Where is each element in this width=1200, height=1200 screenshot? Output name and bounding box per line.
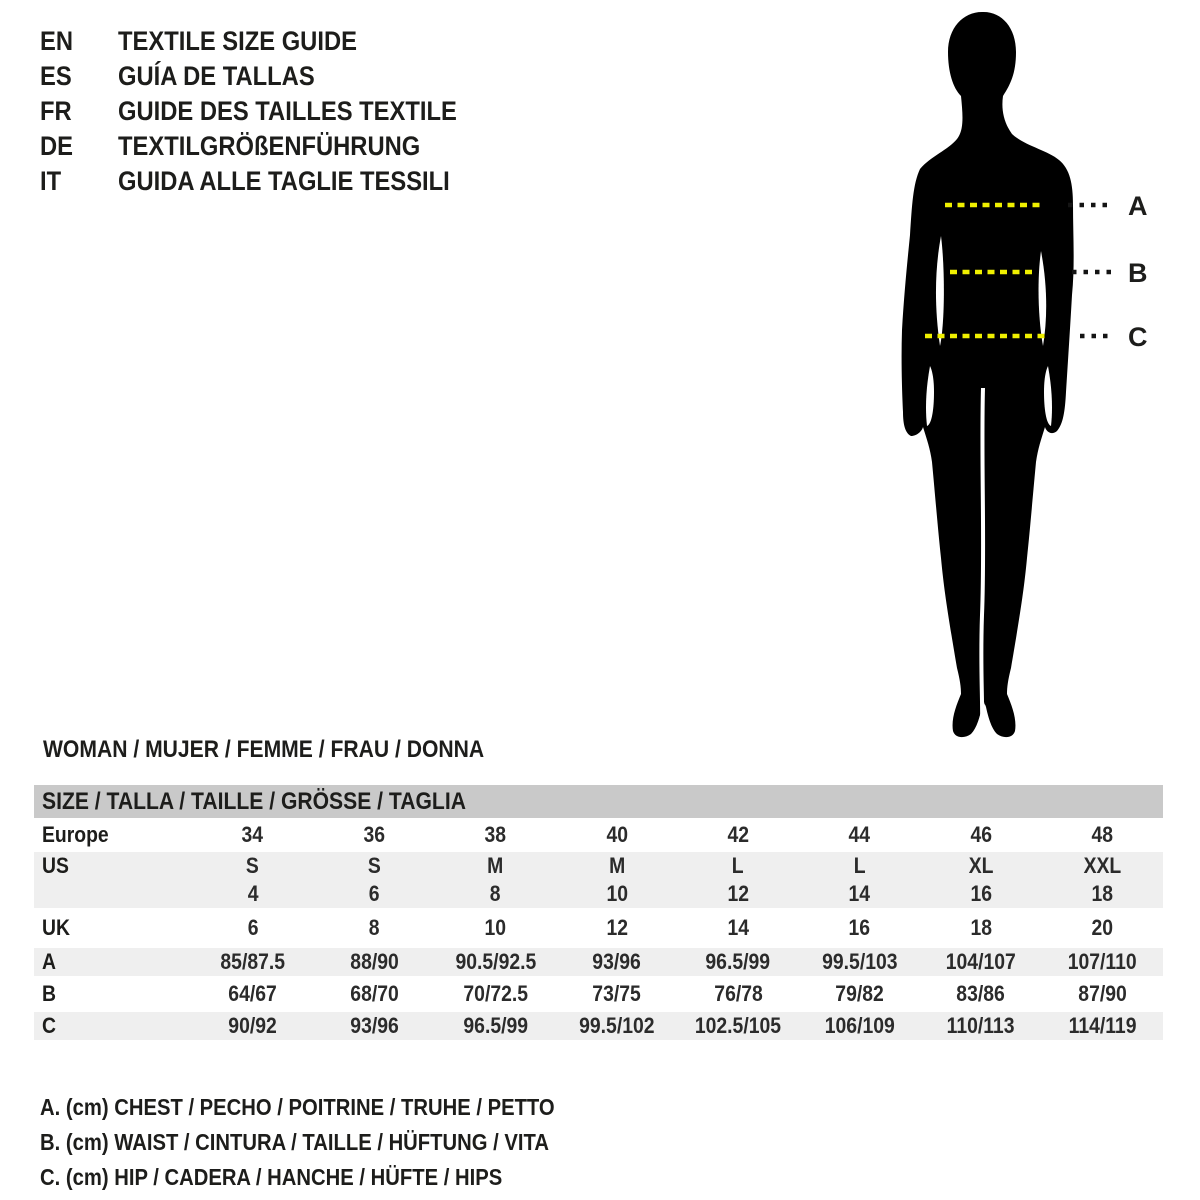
size-table-cell: [313, 818, 434, 852]
size-table-cell: [192, 908, 313, 948]
size-table-cell-text: 40: [606, 822, 628, 847]
size-table-row-label: [34, 880, 192, 908]
size-table-row-label: [34, 908, 192, 948]
size-table-header: [34, 785, 1163, 818]
language-code-wrap: [40, 96, 118, 127]
size-table-cell: [920, 852, 1041, 880]
language-label-wrap: [118, 166, 495, 197]
size-table-cell: [435, 852, 556, 880]
language-label: GUÍA DE TALLAS: [118, 61, 315, 91]
size-table-cell-text: 107/110: [1067, 949, 1137, 974]
size-table-cell-text: 68/70: [349, 981, 399, 1006]
size-table-cell-text: 83/86: [956, 981, 1006, 1006]
language-label: TEXTILGRÖßENFÜHRUNG: [118, 131, 421, 161]
size-table-cell-text: 64/67: [228, 981, 277, 1006]
size-table-cell-text: S: [367, 853, 381, 878]
size-table-cell-text: 76/78: [713, 981, 763, 1006]
size-table-cell-text: 70/72.5: [463, 981, 528, 1006]
size-table-cell-text: M: [608, 853, 625, 878]
legend-row-text: B. (cm) WAIST / CINTURA / TAILLE / HÜFTUNG / VITA: [40, 1129, 549, 1155]
size-table-cell-text: 99.5/102: [579, 1013, 655, 1038]
size-table-cell: [799, 908, 920, 948]
size-table-cell-text: L: [732, 853, 745, 878]
size-table-cell: [920, 948, 1041, 976]
legend-row-text: A. (cm) CHEST / PECHO / POITRINE / TRUHE / PETTO: [40, 1094, 555, 1120]
size-table-cell: [1042, 852, 1163, 880]
size-table-cell: [678, 880, 799, 908]
gender-heading-text: WOMAN / MUJER / FEMME / FRAU / DONNA: [43, 736, 485, 763]
size-table-cell-text: 46: [970, 822, 992, 847]
size-table-cell: [1042, 880, 1163, 908]
size-table-cell-text: 93/96: [349, 1013, 399, 1038]
language-label-wrap: [118, 131, 462, 162]
size-table-cell-text: 6: [247, 915, 259, 940]
size-table-header-text: SIZE / TALLA / TAILLE / GRÖSSE / TAGLIA: [42, 787, 466, 815]
size-table-cell: [678, 948, 799, 976]
chest-marker-label: A: [1128, 191, 1148, 221]
woman-figure-diagram: [860, 0, 1200, 760]
language-code-wrap: [40, 131, 118, 162]
size-table-cell-text: 12: [727, 881, 749, 906]
size-table-cell: [678, 908, 799, 948]
size-table-cell: [799, 1012, 920, 1040]
size-table-cell: [192, 976, 313, 1012]
size-table-cell: [192, 880, 313, 908]
size-table-cell-text: 79/82: [835, 981, 884, 1006]
size-table-cell: [678, 976, 799, 1012]
size-table-cell-text: M: [487, 853, 504, 878]
size-table-cell-text: 20: [1091, 915, 1114, 940]
measurement-legend: [40, 1090, 625, 1195]
waist-marker-label: B: [1128, 258, 1148, 288]
size-table-cell: [678, 818, 799, 852]
size-table-cell: [1042, 1012, 1163, 1040]
size-table-cell: [799, 818, 920, 852]
size-table-cell: [556, 948, 677, 976]
size-table-cell-text: 99.5/103: [821, 949, 898, 974]
size-table-cell-text: 14: [848, 881, 871, 906]
size-table-cell-text: 16: [848, 915, 871, 940]
size-table-cell: [313, 948, 434, 976]
size-table-row-label-text: Europe: [42, 822, 109, 847]
size-table-cell: [1042, 908, 1163, 948]
size-table-cell-text: 38: [484, 822, 507, 847]
size-table-cell: [192, 852, 313, 880]
size-table-cell-text: 6: [368, 881, 380, 906]
legend-row: [40, 1125, 625, 1160]
size-table-cell: [192, 818, 313, 852]
size-table-cell: [192, 1012, 313, 1040]
size-table-cell-text: 4: [247, 881, 259, 906]
language-title-list: [40, 24, 503, 199]
size-table-cell-text: XL: [968, 853, 994, 878]
size-table-cell-text: S: [246, 853, 260, 878]
language-code: IT: [40, 166, 62, 196]
size-table-cell-text: 96.5/99: [463, 1013, 528, 1038]
size-table-row-label: [34, 818, 192, 852]
size-table-cell: [920, 1012, 1041, 1040]
size-table-row-label: [34, 948, 192, 976]
size-table-cell: [192, 948, 313, 976]
size-table-cell: [920, 818, 1041, 852]
size-table-cell: [435, 948, 556, 976]
size-table-cell-text: 104/107: [945, 949, 1016, 974]
size-table-cell-text: 87/90: [1078, 981, 1127, 1006]
size-table-row-label-text: B: [42, 981, 56, 1006]
size-table-cell-text: 48: [1091, 822, 1114, 847]
size-table-cell-text: 8: [368, 915, 380, 940]
size-table-cell-text: 106/109: [824, 1013, 895, 1038]
size-table-cell: [920, 976, 1041, 1012]
language-label: GUIDE DES TAILLES TEXTILE: [118, 96, 457, 126]
size-table-cell-text: 10: [484, 915, 507, 940]
language-title-row: [40, 59, 503, 94]
size-table-cell: [799, 976, 920, 1012]
size-table-row-label: [34, 1012, 192, 1040]
size-table-cell-text: 73/75: [592, 981, 642, 1006]
size-table-row-label-text: UK: [42, 915, 70, 940]
size-table-cell-text: 14: [727, 915, 749, 940]
size-table-cell: [556, 976, 677, 1012]
size-table-row-label-text: A: [42, 949, 56, 974]
size-table-cell-text: 18: [970, 915, 992, 940]
size-table-cell: [1042, 948, 1163, 976]
size-table-cell-text: 10: [606, 881, 628, 906]
size-table-cell: [799, 948, 920, 976]
legend-row: [40, 1160, 625, 1195]
size-table-cell: [556, 1012, 677, 1040]
language-label: GUIDA ALLE TAGLIE TESSILI: [118, 166, 450, 196]
size-table-cell: [313, 880, 434, 908]
size-table-cell: [1042, 976, 1163, 1012]
language-code: EN: [40, 26, 74, 56]
size-table-cell-text: 114/119: [1068, 1013, 1137, 1038]
size-table-cell: [799, 880, 920, 908]
size-table-cell: [435, 908, 556, 948]
language-title-row: [40, 129, 503, 164]
legend-row: [40, 1090, 625, 1125]
size-table-cell-text: 8: [490, 881, 501, 906]
size-table-cell-text: 90/92: [228, 1013, 277, 1038]
size-table-cell-text: 85/87.5: [220, 949, 285, 974]
language-label: TEXTILE SIZE GUIDE: [118, 26, 357, 56]
size-table-cell: [313, 1012, 434, 1040]
size-table-cell: [435, 818, 556, 852]
size-table-cell: [435, 1012, 556, 1040]
size-table-cell: [435, 880, 556, 908]
size-table-cell-text: 42: [727, 822, 749, 847]
language-label-wrap: [118, 61, 342, 92]
size-table-cell-text: 90.5/92.5: [455, 949, 536, 974]
size-table-cell-text: 16: [970, 881, 992, 906]
language-code: FR: [40, 96, 72, 126]
size-table-cell-text: 110/113: [947, 1013, 1015, 1038]
size-table-row-label-text: US: [42, 853, 69, 878]
size-table-cell: [556, 908, 677, 948]
hip-marker-label: C: [1128, 322, 1148, 352]
language-title-row: [40, 24, 503, 59]
size-table-cell-text: 18: [1091, 881, 1114, 906]
language-code: ES: [40, 61, 72, 91]
size-table-cell-text: 88/90: [349, 949, 399, 974]
language-code-wrap: [40, 26, 118, 57]
size-table: [34, 785, 1163, 1040]
size-table-cell-text: 96.5/99: [705, 949, 771, 974]
size-table-cell: [313, 908, 434, 948]
language-code: DE: [40, 131, 74, 161]
gender-heading: [43, 736, 544, 764]
language-title-row: [40, 94, 503, 129]
language-code-wrap: [40, 166, 118, 197]
size-table-row-label: [34, 852, 192, 880]
language-label-wrap: [118, 96, 503, 127]
size-table-row-label: [34, 976, 192, 1012]
size-table-cell: [1042, 818, 1163, 852]
size-table-cell-text: 12: [606, 915, 628, 940]
size-table-cell: [920, 880, 1041, 908]
size-table-cell: [678, 1012, 799, 1040]
language-label-wrap: [118, 26, 390, 57]
leg-gap: [981, 388, 983, 734]
size-table-cell: [556, 880, 677, 908]
size-table-cell: [678, 852, 799, 880]
language-code-wrap: [40, 61, 118, 92]
language-title-row: [40, 164, 503, 199]
size-table-cell-text: 102.5/105: [695, 1013, 782, 1038]
size-table-cell-text: XXL: [1083, 853, 1122, 878]
legend-row-text: C. (cm) HIP / CADERA / HANCHE / HÜFTE / HIPS: [40, 1164, 503, 1190]
size-table-cell-text: 34: [241, 822, 264, 847]
size-table-cell-text: 93/96: [592, 949, 642, 974]
size-table-cell: [556, 818, 677, 852]
size-table-cell-text: L: [853, 853, 866, 878]
size-table-row-label-text: C: [42, 1013, 56, 1038]
size-table-cell: [556, 852, 677, 880]
size-table-cell: [313, 976, 434, 1012]
size-table-cell: [435, 976, 556, 1012]
size-table-cell: [799, 852, 920, 880]
size-table-cell-text: 44: [848, 822, 871, 847]
size-table-cell-text: 36: [363, 822, 385, 847]
size-table-cell: [920, 908, 1041, 948]
size-table-cell: [313, 852, 434, 880]
